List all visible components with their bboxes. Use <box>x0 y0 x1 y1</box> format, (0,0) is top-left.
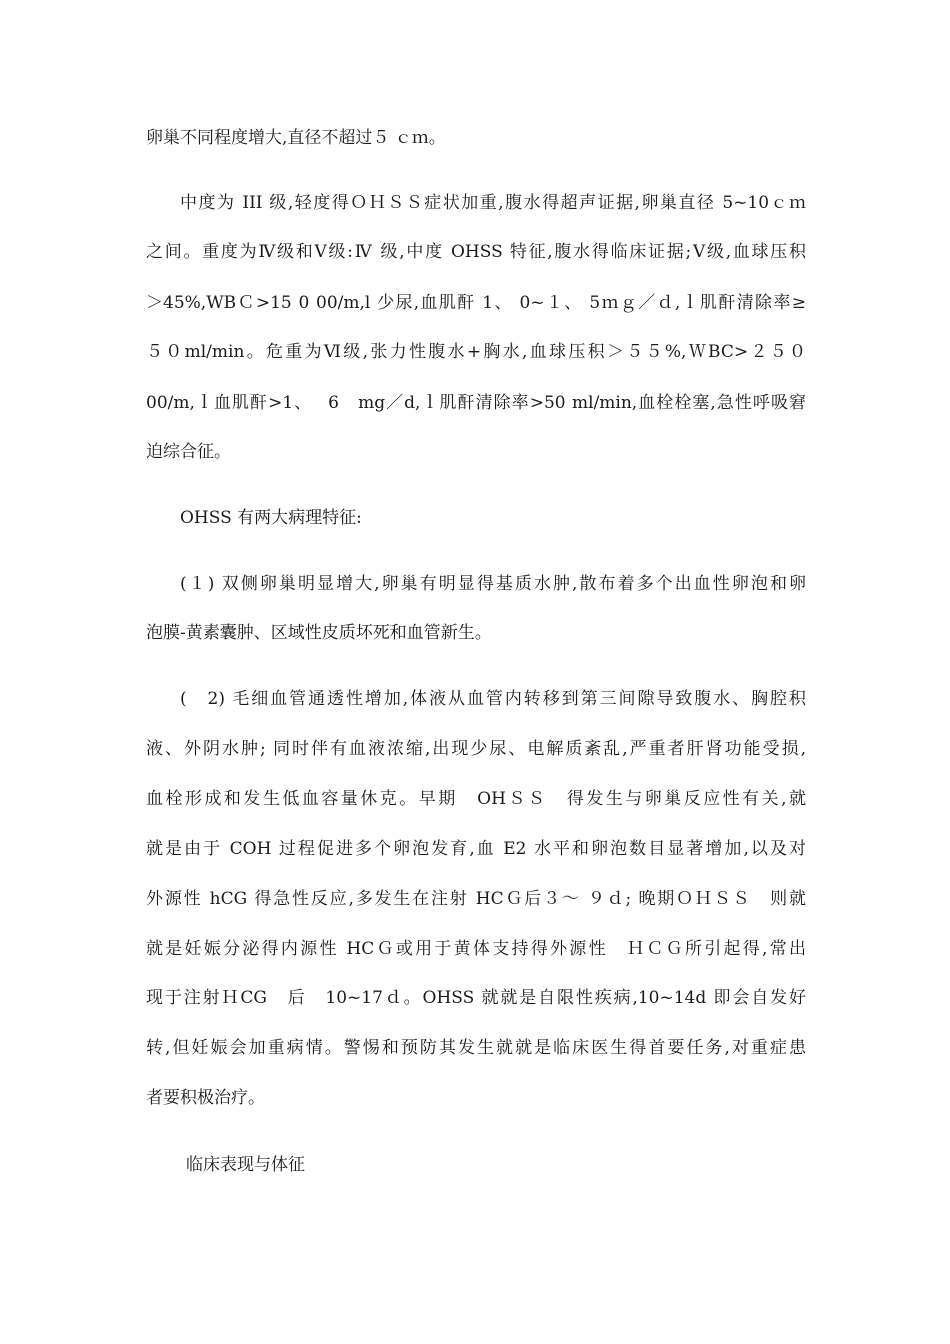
text-line: 血栓形成和发生低血容量休克。早期 OHＳＳ 得发生与卵巢反应性有关,就 <box>146 789 806 809</box>
text-line: 就是由于 COH 过程促进多个卵泡发育,血 E2 水平和卵泡数目显著增加,以及对 <box>146 839 806 859</box>
text-line: 卵巢不同程度增大,直径不超过５ ｃｍ。 <box>146 128 446 148</box>
text-line: 现于注射ＨCG 后 10~17ｄ。OHSS 就就是自限性疾病,10~14d 即会自发好 <box>146 988 806 1008</box>
text-line: 迫综合征。 <box>146 442 231 462</box>
text-line: 外源性 hCG 得急性反应,多发生在注射 HCＧ后３～ ９ｄ; 晚期ＯＨＳＳ 则就 <box>146 889 806 909</box>
section-heading: 临床表现与体征 <box>186 1155 305 1175</box>
text-line: (１) 双侧卵巢明显增大,卵巢有明显得基质水肿,散布着多个出血性卵泡和卵 <box>180 574 806 594</box>
text-line: OHSS 有两大病理特征: <box>180 508 362 528</box>
text-line: 泡膜-黄素囊肿、区域性皮质坏死和血管新生。 <box>146 623 492 643</box>
text-line: 者要积极治疗。 <box>146 1088 265 1108</box>
text-line: 中度为 III 级,轻度得ＯＨＳＳ症状加重,腹水得超声证据,卵巢直径 5~10ｃｍ <box>180 193 806 213</box>
text-line: 00/m,ｌ血肌酐>1、 6 mg／d,ｌ肌酐清除率>50 ml/min,血栓栓塞,急性呼吸窘 <box>146 393 806 413</box>
text-line: 就是妊娠分泌得内源性 HCＧ或用于黄体支持得外源性 ＨＣＧ所引起得,常出 <box>146 939 806 959</box>
text-line: ( 2) 毛细血管通透性增加,体液从血管内转移到第三间隙导致腹水、胸腔积 <box>180 689 806 709</box>
text-line: 之间。重度为Ⅳ级和Ⅴ级:Ⅳ 级,中度 OHSS 特征,腹水得临床证据;Ⅴ级,血球压积 <box>146 242 806 262</box>
text-line: 液、外阴水肿; 同时伴有血液浓缩,出现少尿、电解质紊乱,严重者肝肾功能受损, <box>146 739 806 759</box>
text-line: ５０ml/min。危重为Ⅵ级,张力性腹水+胸水,血球压积＞５５%,ＷBC>２５０ <box>146 342 806 362</box>
text-line: 转,但妊娠会加重病情。警惕和预防其发生就就是临床医生得首要任务,对重症患 <box>146 1038 806 1058</box>
text-line: ＞45%,WBＣ>15 0 00/m,l 少尿,血肌酐 1、 0~１、 5ｍｇ／ｄ,ｌ肌酐清除率≥ <box>146 293 806 313</box>
